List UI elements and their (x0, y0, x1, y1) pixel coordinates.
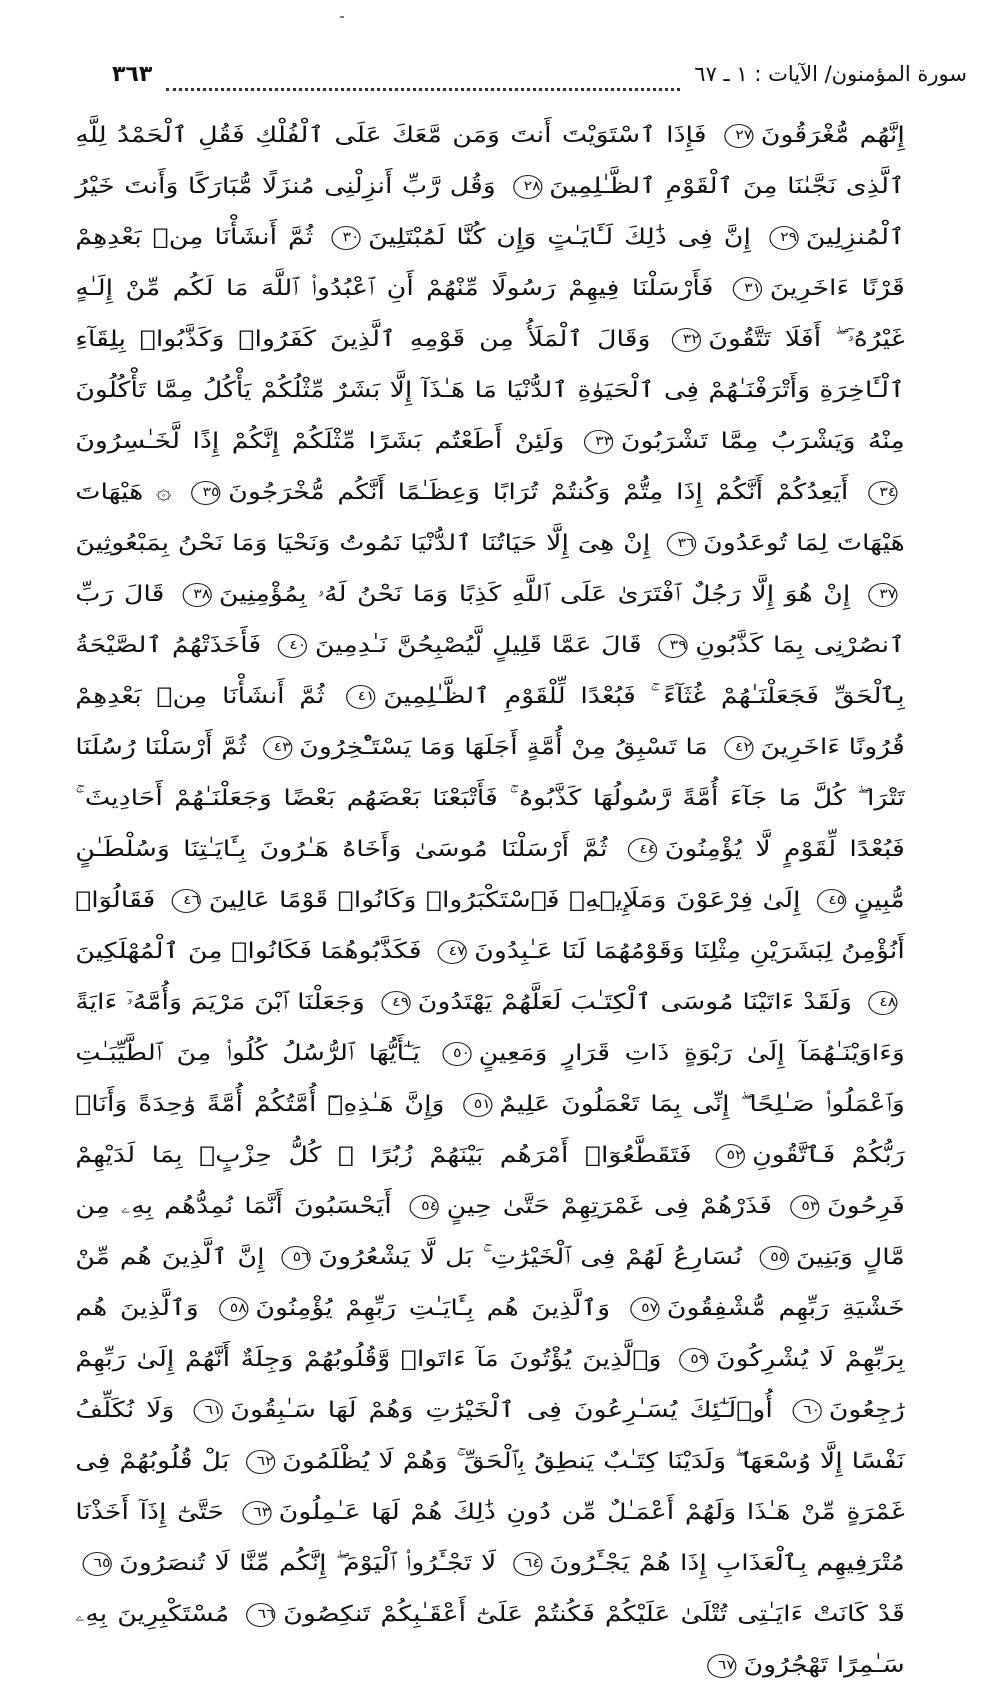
verses-text-block (75, 110, 905, 1691)
verse-number-marker: ٤٧ (438, 940, 467, 964)
verse (239, 1602, 905, 1627)
verse-number-marker: ٥٧ (630, 1297, 659, 1321)
page-header (112, 62, 967, 102)
verse (184, 480, 848, 505)
verse (271, 633, 642, 658)
verse (374, 990, 852, 1015)
verse-text: إِنَّ فِى ذَٰلِكَ لَـَٔايَـٰتٍ وَإِن كُنَّا لَمُبْتَلِينَ (368, 225, 751, 250)
surah-title: سورة المؤمنون/ الآيات : ١ ـ ٦٧ (694, 62, 967, 86)
verse (211, 1296, 610, 1321)
verse-text: إِنَّهُم مُّغْرَقُونَ (760, 123, 905, 148)
verse-text: قَالَ رَبِّ ٱنصُرْنِى بِمَا كَذَّبُونِ (75, 582, 905, 658)
verse-number-marker: ٤٥ (817, 889, 846, 913)
verse-number-marker: ٣٢ (672, 328, 701, 352)
verse-number-marker: ٣١ (733, 277, 762, 301)
page-number: ٣٦٣ (112, 62, 153, 87)
verse-text: أَيَحْسَبُونَ أَنَّمَا نُمِدُّهُم بِهِۦ مِن مَّالٍ وَبَنِينَ (75, 1194, 905, 1270)
verse-number-marker: ٢٨ (513, 175, 542, 199)
verse-text: أُو۟لَـٰٓئِكَ يُسَـٰرِعُونَ فِى ٱلْخَيْرَٰتِ وَهُمْ لَهَا سَـٰبِقُونَ (230, 1398, 773, 1423)
verse-number-marker: ٣٨ (182, 583, 211, 607)
verse-text: يَـٰٓأَيُّهَا ٱلرُّسُلُ كُلُوا۟ مِنَ ٱلطَّيِّبَـٰتِ وَٱعْمَلُوا۟ صَـٰلِحًا ۖ إِنِّى بِمَا تَعْمَلُونَ عَلِيمٌ (75, 1041, 905, 1117)
verse-number-marker: ٤٦ (172, 889, 201, 913)
verse-number-marker: ٥٥ (759, 1246, 788, 1270)
verse-text: إِنَّ ٱلَّذِينَ هُم مِّنْ خَشْيَةِ رَبِّهِم مُّشْفِقُونَ (75, 1245, 905, 1321)
verse-text: ۞ هَيْهَاتَ هَيْهَاتَ لِمَا تُوعَدُونَ (75, 480, 905, 556)
verse-text: فَأَخَذَتْهُمُ ٱلصَّيْحَةُ بِٱلْحَقِّ فَجَعَلْنَـٰهُمْ غُثَآءً ۚ فَبُعْدًا لِّلْقَوْمِ ٱلظَّـٰلِمِينَ (75, 633, 905, 709)
verse-text: فَقَالُوٓا۟ أَنُؤْمِنُ لِبَشَرَيْنِ مِثْلِنَا وَقَوْمُهُمَا لَنَا عَـٰبِدُونَ (75, 888, 905, 964)
verse-number-marker: ٦١ (194, 1399, 223, 1423)
verse-text: ثُمَّ أَنشَأْنَا مِنۢ بَعْدِهِمْ قُرُونًا ءَاخَرِينَ (75, 684, 905, 760)
verse (186, 1398, 772, 1423)
verse-number-marker: ٤٨ (868, 991, 897, 1015)
verse-text: قَالَ عَمَّا قَلِيلٍ لَّيُصْبِحُنَّ نَـٰدِمِينَ (314, 633, 642, 658)
header-dotted-leader (166, 74, 680, 91)
verse-number-marker: ٥٠ (442, 1042, 471, 1066)
verse-number-marker: ٣٤ (868, 481, 897, 505)
verse-number-marker: ٦٤ (513, 1552, 542, 1576)
verse-text: وَجَعَلْنَا ٱبْنَ مَرْيَمَ وَأُمَّهُۥٓ ءَايَةً وَءَاوَيْنَـٰهُمَآ إِلَىٰ رَبْوَةٍ ذَاتِ قَرَارٍ وَمَعِينٍ (75, 990, 905, 1066)
verse-text: ثُمَّ أَرْسَلْنَا رُسُلَنَا تَتْرَا ۖ كُلَّ مَا جَآءَ أُمَّةً رَّسُولُهَا كَذَّبُوهُ ۚ فَأَتْبَعْنَا بَعْضَهُم بَعْضًا وَجَعَلْنَـٰهُمْ أَحَادِيثَ ۚ فَبُعْدًا لِّقَوْمٍ لَّا يُؤْمِنُونَ (75, 735, 905, 862)
verse-number-marker: ٦٢ (246, 1450, 275, 1474)
verse-text: ثُمَّ أَنشَأْنَا مِنۢ بَعْدِهِمْ قَرْنًا ءَاخَرِينَ (75, 225, 905, 301)
verse (255, 735, 708, 760)
verse-number-marker: ٢٧ (724, 124, 753, 148)
verse-text: فَذَرْهُمْ فِى غَمْرَتِهِمْ حَتَّىٰ حِينٍ (446, 1194, 773, 1219)
verse-number-marker: ٤٩ (381, 991, 410, 1015)
verse-text: فَأَرْسَلْنَا فِيهِمْ رَسُولًا مِّنْهُمْ أَنِ ٱعْبُدُوا۟ ٱللَّهَ مَا لَكُم مِّنْ إِلَـٰهٍ غَيْرُهُۥٓ ۖ أَفَلَا تَتَّقُونَ (75, 276, 905, 352)
verse-number-marker: ٥٦ (282, 1246, 311, 1270)
verse (165, 888, 801, 913)
verse (403, 1194, 772, 1219)
verse-text: وَلَا نُكَلِّفُ نَفْسًا إِلَّا وُسْعَهَا ۖ وَلَدَيْنَا كِتَـٰبٌ يَنطِقُ بِٱلْحَقِّ ۚ وَهُمْ لَا يُظْلَمُونَ (75, 1398, 905, 1474)
verse-number-marker: ٤١ (347, 685, 376, 709)
verse-text: فَكَذَّبُوهُمَا فَكَانُوا۟ مِنَ ٱلْمُهْلَكِينَ (75, 939, 422, 964)
verse-number-marker: ٤٣ (263, 736, 292, 760)
verse-text: وَٱلَّذِينَ هُم بِـَٔايَـٰتِ رَبِّهِمْ يُؤْمِنُونَ (255, 1296, 611, 1321)
verse-number-marker: ٣٩ (659, 634, 688, 658)
verse (175, 582, 850, 607)
verse-text: أَيَعِدُكُمْ أَنَّكُمْ إِذَا مِتُّمْ وَكُنتُمْ تُرَابًا وَعِظَـٰمًا أَنَّكُم مُّخْرَجُونَ (228, 480, 849, 505)
verse-number-marker: ٤٢ (724, 736, 753, 760)
verse-number-marker: ٣٠ (332, 226, 361, 250)
verse-number-marker: ٣٥ (192, 481, 221, 505)
verse-number-marker: ٢٩ (769, 226, 798, 250)
verse-number-marker: ٥٨ (219, 1297, 248, 1321)
verse-number-marker: ٥٣ (790, 1195, 819, 1219)
verse-number-marker: ٣٣ (584, 430, 613, 454)
verse-number-marker: ٥٩ (679, 1348, 708, 1372)
verse-number-marker: ٤٠ (278, 634, 307, 658)
verse-text: فَتَقَطَّعُوٓا۟ أَمْرَهُم بَيْنَهُمْ زُبُرًا ۖ كُلُّ حِزْبٍۭ بِمَا لَدَيْهِمْ فَرِحُونَ (75, 1143, 905, 1219)
verse-text: قَدْ كَانَتْ ءَايَـٰتِى تُتْلَىٰ عَلَيْكُمْ فَكُنتُمْ عَلَىٰٓ أَعْقَـٰبِكُمْ تَنكِصُونَ (283, 1602, 905, 1627)
verse-text: لَا تَجْـَٔرُوا۟ ٱلْيَوْمَ ۖ إِنَّكُم مِّنَّا لَا تُنصَرُونَ (119, 1551, 497, 1576)
verse (75, 1551, 496, 1576)
verse-number-marker: ٣٧ (868, 583, 897, 607)
verse-number-marker: ٦٥ (83, 1552, 112, 1576)
verse-text: حَتَّىٰٓ إِذَآ أَخَذْنَا مُتْرَفِيهِم بِٱلْعَذَابِ إِذَا هُمْ يَجْـَٔرُونَ (75, 1500, 905, 1576)
verse-text: وَلَئِنْ أَطَعْتُم بَشَرًا مِّثْلَكُمْ إِنَّكُمْ إِذًا لَّخَـٰسِرُونَ (75, 429, 565, 454)
verse-number-marker: ٤٤ (628, 838, 657, 862)
verse-text: بَلْ قُلُوبُهُمْ فِى غَمْرَةٍ مِّنْ هَـٰذَا وَلَهُمْ أَعْمَـٰلٌ مِّن دُونِ ذَٰلِكَ هُمْ لَهَا عَـٰمِلُونَ (75, 1449, 905, 1525)
verse-text: وَإِنَّ هَـٰذِهِۦٓ أُمَّتُكُمْ أُمَّةً وَٰحِدَةً وَأَنَا۠ رَبُّكُمْ فَٱتَّقُونِ (75, 1092, 905, 1168)
verse-number-marker: ٣٦ (666, 532, 695, 556)
verse-number-marker: ٦٧ (707, 1654, 736, 1678)
verse-number-marker: ٥١ (463, 1093, 492, 1117)
verse-text: وَٱلَّذِينَ يُؤْتُونَ مَآ ءَاتَوا۟ وَّقُلُوبُهُمْ وَجِلَةٌ أَنَّهُمْ إِلَىٰ رَبِّهِمْ رَٰجِعُونَ (75, 1347, 905, 1423)
verse-number-marker: ٥٤ (410, 1195, 439, 1219)
verse-number-marker: ٦٣ (242, 1501, 271, 1525)
verse-text: فَإِذَا ٱسْتَوَيْتَ أَنتَ وَمَن مَّعَكَ عَلَى ٱلْفُلْكِ فَقُلِ ٱلْحَمْدُ لِلَّهِ ٱلَّذِى نَجَّىٰنَا مِنَ ٱلْقَوْمِ ٱلظَّـٰلِمِينَ (75, 123, 905, 199)
verse-text: وَٱلَّذِينَ هُم بِرَبِّهِمْ لَا يُشْرِكُونَ (75, 1296, 905, 1372)
verse-text: إِنْ هُوَ إِلَّا رَجُلٌ ٱفْتَرَىٰ عَلَى ٱللَّهِ كَذِبًا وَمَا نَحْنُ لَهُۥ بِمُؤْمِنِينَ (218, 582, 851, 607)
verse-text: مُسْتَكْبِرِينَ بِهِۦ سَـٰمِرًا تَهْجُرُونَ (75, 1602, 905, 1678)
verse-number-marker: ٥٢ (715, 1144, 744, 1168)
verse-text: إِلَىٰ فِرْعَوْنَ وَمَلَإِي۟هِۦ فَٱسْتَكْبَرُوا۟ وَكَانُوا۟ قَوْمًا عَالِينَ (208, 888, 801, 913)
verse-text: نُسَارِعُ لَهُمْ فِى ٱلْخَيْرَٰتِ ۚ بَل لَّا يَشْعُرُونَ (318, 1245, 743, 1270)
scan-mark (340, 16, 344, 18)
verse-text: وَقَالَ ٱلْمَلَأُ مِن قَوْمِهِ ٱلَّذِينَ كَفَرُوا۟ وَكَذَّبُوا۟ بِلِقَآءِ ٱلْـَٔاخِرَةِ وَأَتْرَفْنَـٰهُمْ فِى ٱلْحَيَوٰةِ ٱلدُّنْيَا مَا هَـٰذَآ إِلَّا بَشَرٌ مِّثْلُكُمْ يَأْكُلُ مِمَّا تَأْكُلُونَ مِنْهُ وَيَشْرَبُ مِمَّا تَشْرَبُونَ (75, 327, 905, 454)
verse-text: وَقُل رَّبِّ أَنزِلْنِى مُنزَلًا مُّبَارَكًا وَأَنتَ خَيْرُ ٱلْمُنزِلِينَ (75, 174, 905, 250)
verse (324, 225, 751, 250)
verse-number-marker: ٦٦ (247, 1603, 276, 1627)
verse (274, 1245, 742, 1270)
verse-text: مَا تَسْبِقُ مِنْ أُمَّةٍ أَجَلَهَا وَمَا يَسْتَـْٔخِرُونَ (299, 735, 708, 760)
verse (717, 123, 905, 148)
verse-text: إِنْ هِىَ إِلَّا حَيَاتُنَا ٱلدُّنْيَا نَمُوتُ وَنَحْيَا وَمَا نَحْنُ بِمَبْعُوثِينَ (75, 531, 651, 556)
verse-text: وَلَقَدْ ءَاتَيْنَا مُوسَى ٱلْكِتَـٰبَ لَعَلَّهُمْ يَهْتَدُونَ (417, 990, 852, 1015)
verse-number-marker: ٦٠ (792, 1399, 821, 1423)
verse-text: ثُمَّ أَرْسَلْنَا مُوسَىٰ وَأَخَاهُ هَـٰرُونَ بِـَٔايَـٰتِنَا وَسُلْطَـٰنٍ مُّبِينٍ (75, 837, 905, 913)
